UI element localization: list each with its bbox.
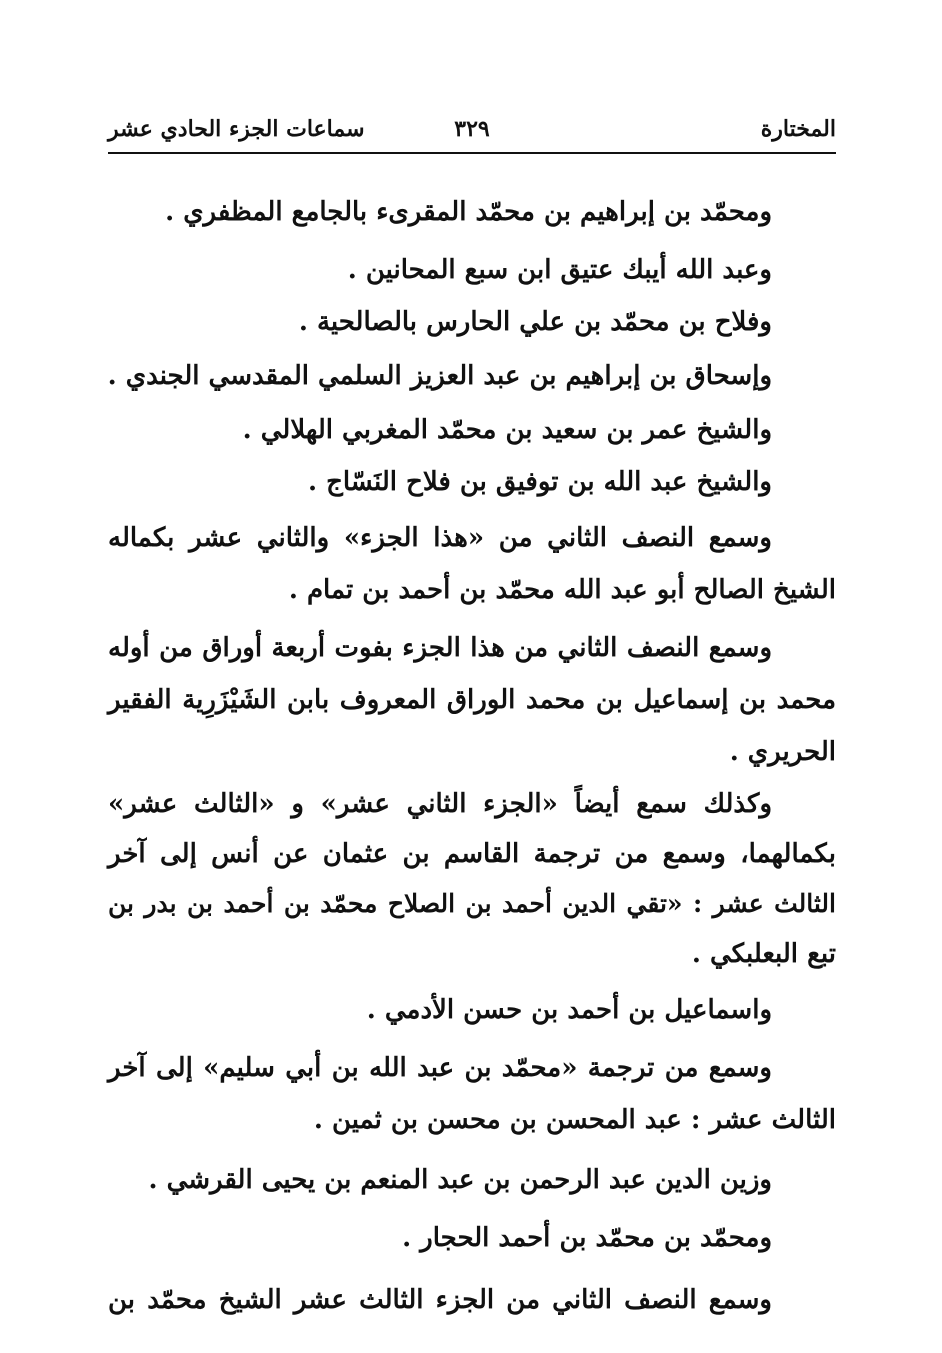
text-line: الثالث عشر : عبد المحسن بن محسن بن ثمين . [313, 1105, 836, 1135]
text-line: وفلاح بن محمّد بن علي الحارس بالصالحية . [298, 307, 772, 337]
page-number: ٣٢٩ [454, 116, 490, 142]
text-line: الحريري . [729, 737, 836, 767]
text-line: ومحمّد بن إبراهيم بن محمّد المقرىء بالجامع المظفري . [165, 197, 772, 227]
running-header [108, 112, 836, 154]
text-line: وكذلك سمع أيضاً «الجزء الثاني عشر» و «الثالث عشر» [108, 789, 772, 819]
text-line: وسمع من ترجمة «محمّد بن عبد الله بن أبي سليم» إلى آخر [108, 1053, 772, 1083]
text-line: وعبد الله أيبك عتيق ابن سبع المحانين . [347, 255, 772, 285]
text-line: وسمع النصف الثاني من «هذا الجزء» والثاني عشر بكماله [108, 523, 772, 553]
text-line: وسمع النصف الثاني من الجزء الثالث عشر الشيخ محمّد بن [108, 1285, 772, 1315]
text-line: الشيخ الصالح أبو عبد الله محمّد بن أحمد بن تمام . [288, 575, 836, 605]
text-line: وزين الدين عبد الرحمن بن عبد المنعم بن يحيى القرشي . [148, 1165, 772, 1195]
section-title: سماعات الجزء الحادي عشر [108, 116, 365, 142]
text-line: والشيخ عبد الله بن توفيق بن فلاح النَسّاج . [308, 467, 772, 497]
text-line: محمد بن إسماعيل بن محمد الوراق المعروف بابن الشَيْزَرِية الفقير [108, 685, 836, 715]
text-line: وإسحاق بن إبراهيم بن عبد العزيز السلمي المقدسي الجندي . [107, 361, 772, 391]
text-line: وسمع النصف الثاني من هذا الجزء بفوت أربعة أوراق من أوله [108, 633, 772, 663]
book-title: المختارة [760, 116, 836, 142]
text-line: واسماعيل بن أحمد بن حسن الأدمي . [366, 995, 772, 1025]
text-line: والشيخ عمر بن سعيد بن محمّد المغربي الهلالي . [242, 415, 772, 445]
text-line: تبع البعلبكي . [691, 939, 836, 969]
text-line: ومحمّد بن محمّد بن أحمد الحجار . [402, 1223, 772, 1253]
text-line: الثالث عشر : «تقي الدين أحمد بن الصلاح محمّد بن أحمد بن بدر بن [108, 889, 836, 918]
text-line: بكمالهما، وسمع من ترجمة القاسم بن عثمان عن أنس إلى آخر [108, 839, 837, 869]
